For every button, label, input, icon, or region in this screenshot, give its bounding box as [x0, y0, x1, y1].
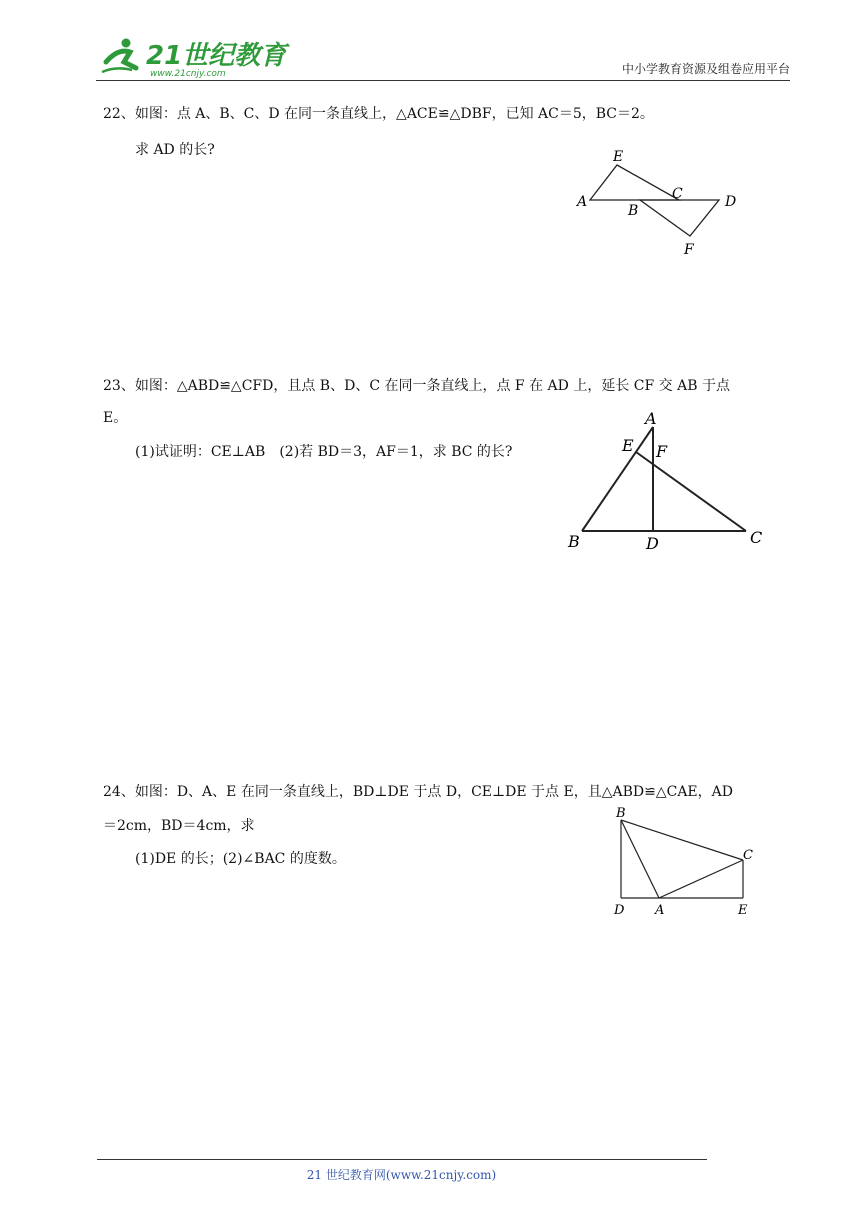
q23-figure: [560, 405, 775, 555]
label-a: A: [655, 903, 665, 918]
triangle-dbf: [640, 200, 719, 236]
label-d: D: [646, 534, 659, 553]
q23-line1: 23、如图：△ABD≌△CFD，且点 B、D、C 在同一条直线上，点 F 在 AD 上，延长 CF 交 AB 于点: [103, 378, 730, 394]
label-a: A: [577, 194, 588, 210]
q22-figure: [570, 140, 750, 265]
label-f: F: [684, 242, 694, 258]
label-c: C: [743, 848, 753, 863]
header-platform-text: 中小学教育资源及组卷应用平台: [621, 62, 790, 76]
label-e: E: [738, 903, 748, 918]
label-c: C: [672, 186, 683, 202]
label-e: E: [622, 436, 634, 455]
runner-icon: [102, 39, 136, 73]
logo: [96, 34, 287, 80]
label-d: D: [614, 903, 625, 918]
label-b: B: [616, 806, 626, 821]
label-b: B: [628, 203, 639, 219]
q22-line1: 22、如图：点 A、B、C、D 在同一条直线上，△ACE≌△DBF，已知 AC＝5，BC＝2。: [103, 106, 654, 122]
footer-divider: [97, 1159, 707, 1160]
logo-text: 21世纪教育: [146, 41, 287, 71]
q22-line2: 求 AD 的长?: [135, 142, 215, 158]
logo-url: www.21cnjy.com: [150, 69, 226, 79]
q23-line3: (1)试证明：CE⊥AB (2)若 BD＝3，AF＝1，求 BC 的长?: [135, 444, 513, 460]
header-divider: [96, 80, 790, 81]
footer-text[interactable]: 21 世纪教育网(www.21cnjy.com): [306, 1168, 497, 1182]
label-f: F: [656, 442, 668, 461]
label-a: A: [645, 409, 657, 428]
q23-line2: E。: [103, 410, 128, 426]
q24-line1: 24、如图：D、A、E 在同一条直线上，BD⊥DE 于点 D，CE⊥DE 于点 E，且△ABD≌△CAE，AD: [103, 784, 733, 800]
q24-line3: (1)DE 的长；(2)∠BAC 的度数。: [135, 851, 346, 867]
q24-figure: [605, 800, 770, 922]
label-b: B: [568, 532, 580, 551]
label-d: D: [725, 194, 737, 210]
label-e: E: [613, 149, 624, 165]
triangle-ace: [590, 165, 679, 200]
q24-line2: ＝2cm，BD＝4cm，求: [103, 818, 255, 834]
label-c: C: [750, 528, 763, 547]
